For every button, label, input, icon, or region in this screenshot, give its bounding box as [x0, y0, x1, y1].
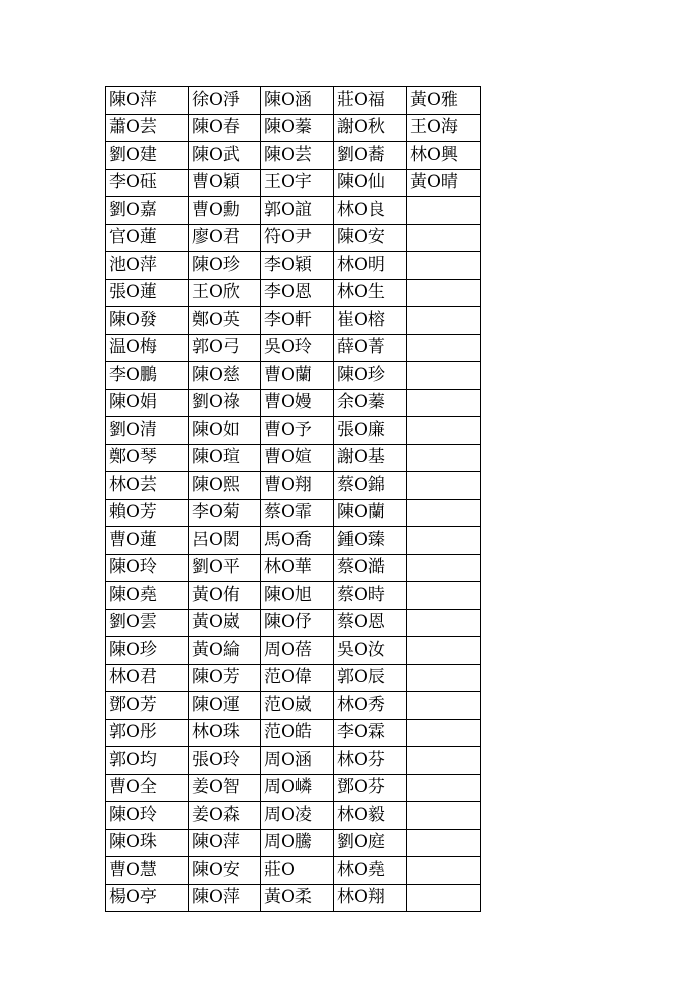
table-row: [106, 279, 481, 307]
name-cell: 張O廉: [334, 417, 407, 445]
name-cell: [407, 692, 481, 720]
name-cell: 陳O春: [189, 114, 261, 142]
name-cell: 王O海: [407, 114, 481, 142]
name-cell: 陳O珠: [106, 829, 189, 857]
name-cell: 林O珠: [189, 719, 261, 747]
name-cell: 陳O蘭: [334, 499, 407, 527]
name-cell: 王O欣: [189, 279, 261, 307]
table-row: [106, 499, 481, 527]
name-cell: [407, 499, 481, 527]
name-cell: 陳O運: [189, 692, 261, 720]
name-cell: [407, 527, 481, 555]
name-cell: [407, 664, 481, 692]
table-row: [106, 609, 481, 637]
name-cell: 曹O穎: [189, 169, 261, 197]
name-cell: 郭O均: [106, 747, 189, 775]
table-row: [106, 472, 481, 500]
table-row: [106, 747, 481, 775]
name-cell: 陳O娟: [106, 389, 189, 417]
table-row: [106, 554, 481, 582]
table-row: [106, 252, 481, 280]
name-cell: [407, 224, 481, 252]
name-cell: 蔡O恩: [334, 609, 407, 637]
name-cell: 賴O芳: [106, 499, 189, 527]
name-cell: 林O生: [334, 279, 407, 307]
name-cell: 謝O基: [334, 444, 407, 472]
name-cell: 黃O柔: [261, 884, 334, 912]
name-cell: 曹O勳: [189, 197, 261, 225]
name-cell: 徐O淨: [189, 87, 261, 115]
name-cell: 曹O蓮: [106, 527, 189, 555]
table-row: [106, 774, 481, 802]
name-cell: 林O毅: [334, 802, 407, 830]
name-cell: 陳O武: [189, 142, 261, 170]
name-cell: 范O偉: [261, 664, 334, 692]
name-cell: 李O砡: [106, 169, 189, 197]
table-row: [106, 224, 481, 252]
name-cell: 林O堯: [334, 857, 407, 885]
name-cell: 温O梅: [106, 334, 189, 362]
name-cell: 李O霖: [334, 719, 407, 747]
name-cell: [407, 637, 481, 665]
name-cell: 莊O: [261, 857, 334, 885]
name-cell: 陳O發: [106, 307, 189, 335]
table-row: [106, 142, 481, 170]
name-cell: 鄧O芳: [106, 692, 189, 720]
name-cell: [407, 802, 481, 830]
name-cell: 陳O珍: [189, 252, 261, 280]
table-row: [106, 884, 481, 912]
name-cell: [407, 554, 481, 582]
name-cell: 郭O誼: [261, 197, 334, 225]
table-row: [106, 637, 481, 665]
name-cell: 陳O安: [334, 224, 407, 252]
name-cell: 陳O安: [189, 857, 261, 885]
name-cell: 吳O汝: [334, 637, 407, 665]
name-cell: 劉O嘉: [106, 197, 189, 225]
table-row: [106, 389, 481, 417]
name-cell: 鄭O英: [189, 307, 261, 335]
name-cell: [407, 857, 481, 885]
table-row: [106, 719, 481, 747]
name-cell: 陳O珍: [106, 637, 189, 665]
name-cell: 張O蓮: [106, 279, 189, 307]
table-row: [106, 664, 481, 692]
name-cell: 官O蓮: [106, 224, 189, 252]
name-cell: 劉O蕎: [334, 142, 407, 170]
name-cell: 劉O祿: [189, 389, 261, 417]
name-cell: 曹O予: [261, 417, 334, 445]
name-cell: 郭O辰: [334, 664, 407, 692]
name-cell: 薛O菁: [334, 334, 407, 362]
name-cell: 林O良: [334, 197, 407, 225]
name-cell: 李O菊: [189, 499, 261, 527]
table-row: [106, 87, 481, 115]
name-cell: 符O尹: [261, 224, 334, 252]
name-cell: 楊O亭: [106, 884, 189, 912]
name-cell: [407, 747, 481, 775]
name-cell: 王O宇: [261, 169, 334, 197]
name-cell: [407, 279, 481, 307]
name-cell: [407, 307, 481, 335]
name-cell: 陳O蓁: [261, 114, 334, 142]
name-cell: 鍾O臻: [334, 527, 407, 555]
name-cell: 陳O珍: [334, 362, 407, 390]
name-cell: 鄧O芬: [334, 774, 407, 802]
table-row: [106, 417, 481, 445]
name-cell: 曹O全: [106, 774, 189, 802]
name-cell: 蔡O澔: [334, 554, 407, 582]
name-cell: 陳O如: [189, 417, 261, 445]
name-cell: 陳O堯: [106, 582, 189, 610]
name-cell: [407, 444, 481, 472]
name-cell: 周O涵: [261, 747, 334, 775]
name-list-body: [106, 87, 481, 912]
table-row: [106, 197, 481, 225]
name-cell: 林O君: [106, 664, 189, 692]
name-cell: 陳O瑄: [189, 444, 261, 472]
name-cell: 郭O弓: [189, 334, 261, 362]
name-cell: 林O芸: [106, 472, 189, 500]
name-cell: 林O翔: [334, 884, 407, 912]
name-cell: 黃O崴: [189, 609, 261, 637]
name-cell: 黃O雅: [407, 87, 481, 115]
name-cell: 陳O玲: [106, 802, 189, 830]
name-cell: 蔡O時: [334, 582, 407, 610]
name-cell: [407, 609, 481, 637]
name-cell: 廖O君: [189, 224, 261, 252]
name-cell: [407, 417, 481, 445]
name-cell: 陳O旭: [261, 582, 334, 610]
name-cell: 陳O仙: [334, 169, 407, 197]
name-cell: 陳O熙: [189, 472, 261, 500]
name-cell: [407, 582, 481, 610]
name-cell: 林O秀: [334, 692, 407, 720]
table-row: [106, 362, 481, 390]
name-cell: 張O玲: [189, 747, 261, 775]
name-cell: 余O蓁: [334, 389, 407, 417]
name-cell: 曹O嫚: [261, 389, 334, 417]
name-cell: [407, 334, 481, 362]
name-cell: 劉O清: [106, 417, 189, 445]
name-cell: 曹O翔: [261, 472, 334, 500]
name-cell: 曹O蘭: [261, 362, 334, 390]
name-cell: 林O明: [334, 252, 407, 280]
name-cell: [407, 829, 481, 857]
table-row: [106, 692, 481, 720]
name-cell: 劉O建: [106, 142, 189, 170]
table-row: [106, 114, 481, 142]
name-cell: 周O騰: [261, 829, 334, 857]
name-cell: 黃O侑: [189, 582, 261, 610]
name-list-table: [105, 86, 481, 912]
name-cell: 劉O雲: [106, 609, 189, 637]
name-cell: 陳O涵: [261, 87, 334, 115]
name-cell: [407, 774, 481, 802]
name-cell: 陳O慈: [189, 362, 261, 390]
name-cell: 林O興: [407, 142, 481, 170]
name-cell: 李O軒: [261, 307, 334, 335]
table-row: [106, 802, 481, 830]
name-cell: [407, 362, 481, 390]
name-cell: 崔O榕: [334, 307, 407, 335]
name-cell: 林O華: [261, 554, 334, 582]
name-cell: 陳O芸: [261, 142, 334, 170]
name-cell: 陳O萍: [189, 829, 261, 857]
name-cell: 劉O平: [189, 554, 261, 582]
name-cell: [407, 252, 481, 280]
name-cell: 呂O閎: [189, 527, 261, 555]
name-cell: 郭O彤: [106, 719, 189, 747]
name-cell: 李O穎: [261, 252, 334, 280]
name-cell: 蔡O霏: [261, 499, 334, 527]
name-cell: 池O萍: [106, 252, 189, 280]
name-cell: 陳O玲: [106, 554, 189, 582]
table-row: [106, 169, 481, 197]
name-cell: 周O蓓: [261, 637, 334, 665]
name-cell: 陳O芳: [189, 664, 261, 692]
name-cell: [407, 472, 481, 500]
name-cell: 范O皓: [261, 719, 334, 747]
name-cell: 鄭O琴: [106, 444, 189, 472]
table-row: [106, 857, 481, 885]
name-cell: 姜O智: [189, 774, 261, 802]
name-cell: 曹O媗: [261, 444, 334, 472]
table-row: [106, 527, 481, 555]
name-cell: 蔡O錦: [334, 472, 407, 500]
table-row: [106, 582, 481, 610]
name-cell: 范O崴: [261, 692, 334, 720]
table-row: [106, 829, 481, 857]
table-row: [106, 307, 481, 335]
name-cell: 莊O福: [334, 87, 407, 115]
name-cell: 黃O晴: [407, 169, 481, 197]
name-cell: 吳O玲: [261, 334, 334, 362]
name-cell: [407, 389, 481, 417]
name-cell: 林O芬: [334, 747, 407, 775]
name-cell: 謝O秋: [334, 114, 407, 142]
name-cell: 周O凌: [261, 802, 334, 830]
table-row: [106, 334, 481, 362]
table-row: [106, 444, 481, 472]
name-cell: 劉O庭: [334, 829, 407, 857]
name-cell: 陳O萍: [106, 87, 189, 115]
name-cell: 黃O綸: [189, 637, 261, 665]
name-cell: 蕭O芸: [106, 114, 189, 142]
name-cell: 陳O伃: [261, 609, 334, 637]
name-cell: 曹O慧: [106, 857, 189, 885]
name-cell: [407, 197, 481, 225]
name-cell: [407, 884, 481, 912]
name-cell: 李O恩: [261, 279, 334, 307]
name-cell: [407, 719, 481, 747]
name-cell: 陳O萍: [189, 884, 261, 912]
name-cell: 周O嶙: [261, 774, 334, 802]
name-cell: 李O鵬: [106, 362, 189, 390]
name-cell: 姜O森: [189, 802, 261, 830]
name-cell: 馬O喬: [261, 527, 334, 555]
